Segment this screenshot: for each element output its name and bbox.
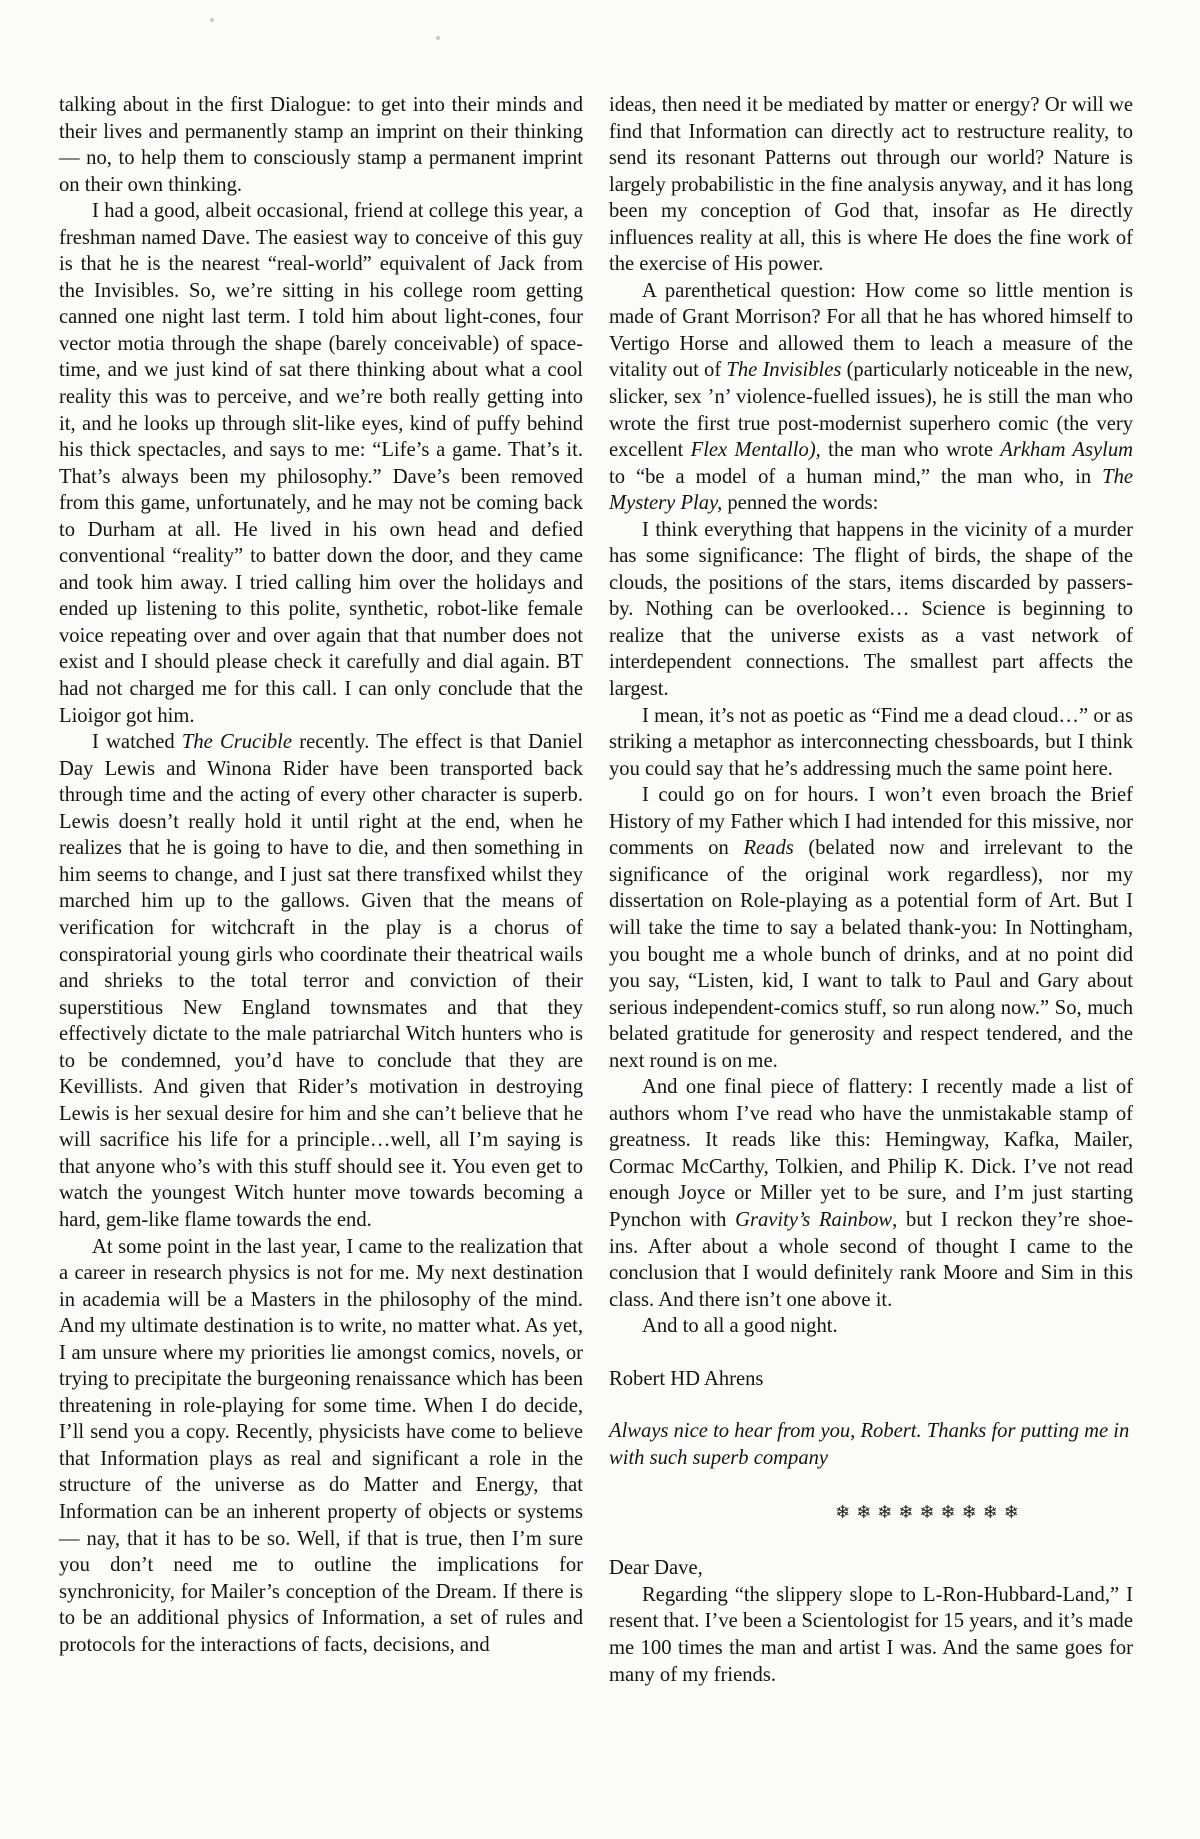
comic-title: Arkham Asylum xyxy=(1000,439,1133,462)
right-column xyxy=(609,92,1133,1688)
comic-title: The Invisibles xyxy=(726,359,842,382)
text-run: the man who wrote xyxy=(820,439,1001,462)
text-run: I could go on for hours. I won’t even broach the Brief History of my Father which I had intended for this missive, nor comments on xyxy=(609,784,1133,860)
paragraph xyxy=(609,1074,1133,1313)
film-title: The Crucible xyxy=(181,731,293,754)
text-run: (particularly noticeable in the new, slicker, sex ’n’ violence-fuelled issues), he is still the man who wrote the first true post-modernist superhero comic (the very excellent xyxy=(609,359,1134,462)
text-run: penned the words: xyxy=(722,492,879,515)
paragraph: ideas, then need it be mediated by matter or energy? Or will we find that Information can directly act to restructure reality, to send its resonant Patterns out through our world? Nature is largely probabilistic in the fine analysis anyway, and it has long been my conception of God that, insofar as He directly influences reality at all, this is where He does the fine work of the exercise of His power. xyxy=(609,94,1133,276)
editor-reply: Always nice to hear from you, Robert. Thanks for putting me in with such superb company xyxy=(609,1420,1130,1469)
text-run: I watched xyxy=(92,731,182,754)
letter-salutation: Dear Dave, xyxy=(609,1557,703,1580)
work-title: Reads xyxy=(743,837,794,860)
letter-signature: Robert HD Ahrens xyxy=(609,1367,764,1390)
paragraph: Regarding “the slippery slope to L-Ron-Hubbard-Land,” I resent that. I’ve been a Scientologist for 15 years, and it’s made me 100 times the man and artist I was. And the same goes for many of my friends. xyxy=(609,1583,1133,1686)
paragraph xyxy=(609,782,1133,1074)
text-run: And one final piece of flattery: I recently made a list of authors whom I’ve read who have the unmistakable stamp of greatness. It reads like this: Hemingway, Kafka, Mailer, Cormac McCarthy, Tolkien, and Philip K. Dick. I’ve not read enough Joyce or Miller yet to be sure, and I’m just starting Pynchon with xyxy=(609,1076,1133,1231)
paragraph: I mean, it’s not as poetic as “Find me a dead cloud…” or as striking a metaphor as interconnecting chessboards, but I think you could say that he’s addressing much the same point here. xyxy=(609,704,1133,780)
text-run: to “be a model of a human mind,” the man who, in xyxy=(609,465,1103,488)
left-column xyxy=(59,92,583,1658)
block-quote: I think everything that happens in the vicinity of a murder has some significance: The flight of birds, the shape of the clouds, the positions of the stars, items discarded by passers-by. Nothing can be overlooked… Science is beginning to realize that the universe exists as a vast network of interdependent connections. The smallest part affects the largest. xyxy=(609,518,1133,701)
paragraph xyxy=(59,729,583,1233)
text-run: , but I reckon they’re shoe-ins. After about a whole second of thought I came to the conclusion that I would definitely rank Moore and Sim in this class. And there isn’t one above it. xyxy=(609,1208,1133,1311)
paragraph: talking about in the first Dialogue: to get into their minds and their lives and permanently stamp an imprint on their thinking — no, to help them to consciously stamp a permanent imprint on their own thinking. xyxy=(59,94,583,196)
comic-title: Flex Mentallo), xyxy=(690,439,821,462)
paragraph: I had a good, albeit occasional, friend at college this year, a freshman named Dave. The easiest way to conceive of this guy is that he is the nearest “real-world” equivalent of Jack from the Invisibles. So, we’re sitting in his college room getting canned one night last term. I told him about light-cones, four vector motia through the shape (barely conceivable) of space-time, and we just kind of sat there thinking about what a cool reality this was to perceive, and we’re both really getting into it, and he looks up through slit-like eyes, kind of puffy behind his thick spectacles, and says to me: “Life’s a game. That’s it. That’s always been my philosophy.” Dave’s been removed from this game, unfortunately, and he may not be coming back to Durham at all. He lived in his own head and defied conventional “reality” to batter down the door, and they came and took him away. I tried calling him over the holidays and ended up listening to this polite, synthetic, robot-like female voice repeating over and over again that that number does not exist and I should please check it carefully and dial again. BT had not charged me for this call. I can only conclude that the Lioigor got him. xyxy=(59,200,583,727)
text-run: A parenthetical question: How come so little mention is made of Grant Morrison? For all that he has whored himself to Vertigo Horse and allowed them to leach a measure of the vitality out of xyxy=(609,279,1133,382)
section-divider: ❄❄❄❄❄❄❄❄❄ xyxy=(835,1502,1025,1523)
comic-title: The Mystery Play, xyxy=(609,465,1133,515)
closing-line: And to all a good night. xyxy=(642,1315,838,1338)
text-run: (belated now and irrelevant to the significance of the original work regardless), nor my dissertation on Role-playing as a potential form of Art. But I will take the time to say a belated thank-you: In Nottingham, you bought me a whole bunch of drinks, and at no point did you say, “Listen, kid, I want to talk to Paul and Gary about serious independent-comics stuff, so run along now.” So, much belated gratitude for generosity and respect tendered, and the next round is on me. xyxy=(609,837,1133,1072)
paragraph xyxy=(609,278,1133,517)
print-speck xyxy=(210,18,214,22)
paragraph: At some point in the last year, I came to the realization that a career in research physics is not for me. My next destination in academia will be a Masters in the philosophy of the mind. And my ultimate destination is to write, no matter what. As yet, I am unsure where my priorities lie amongst comics, novels, or trying to precipitate the burgeoning renaissance which has been threatening in role-playing for some time. When I do decide, I’ll send you a copy. Recently, physicists have come to believe that Information plays as real and significant a role in the structure of the universe as do Matter and Energy, that Information can be an inherent property of objects or systems — nay, that it has to be so. Well, if that is true, then I’m sure you don’t need me to outline the implications for synchronicity, for Mailer’s conception of the Dream. If there is to be an additional physics of Information, a set of rules and protocols for the interactions of facts, decisions, and xyxy=(59,1235,583,1656)
print-speck xyxy=(436,36,440,40)
book-title: Gravity’s Rainbow xyxy=(735,1208,893,1231)
text-run: recently. The effect is that Daniel Day Lewis and Winona Rider have been transported back through time and the acting of every other character is superb. Lewis doesn’t really hold it until right at the end, when he realizes that he is going to have to die, and then something in him seems to change, and I just sat there transfixed whilst they marched him up to the gallows. Given that the means of verification for witchcraft in the play is a chorus of conspiratorial young girls who coordinate their theatrical wails and shrieks to the total terror and conviction of their superstitious New England townsmates and that they effectively dictate to the male patriarchal Witch hunters who is to be condemned, you’d have to conclude that they are Kevillists. And given that Rider’s motivation in destroying Lewis is her sexual desire for him and she can’t believe that he will sacrifice his life for a principle…well, all I’m saying is that anyone who’s with this stuff should see it. You even get to watch the youngest Witch hunter move towards becoming a hard, gem-like flame towards the end. xyxy=(59,731,584,1231)
